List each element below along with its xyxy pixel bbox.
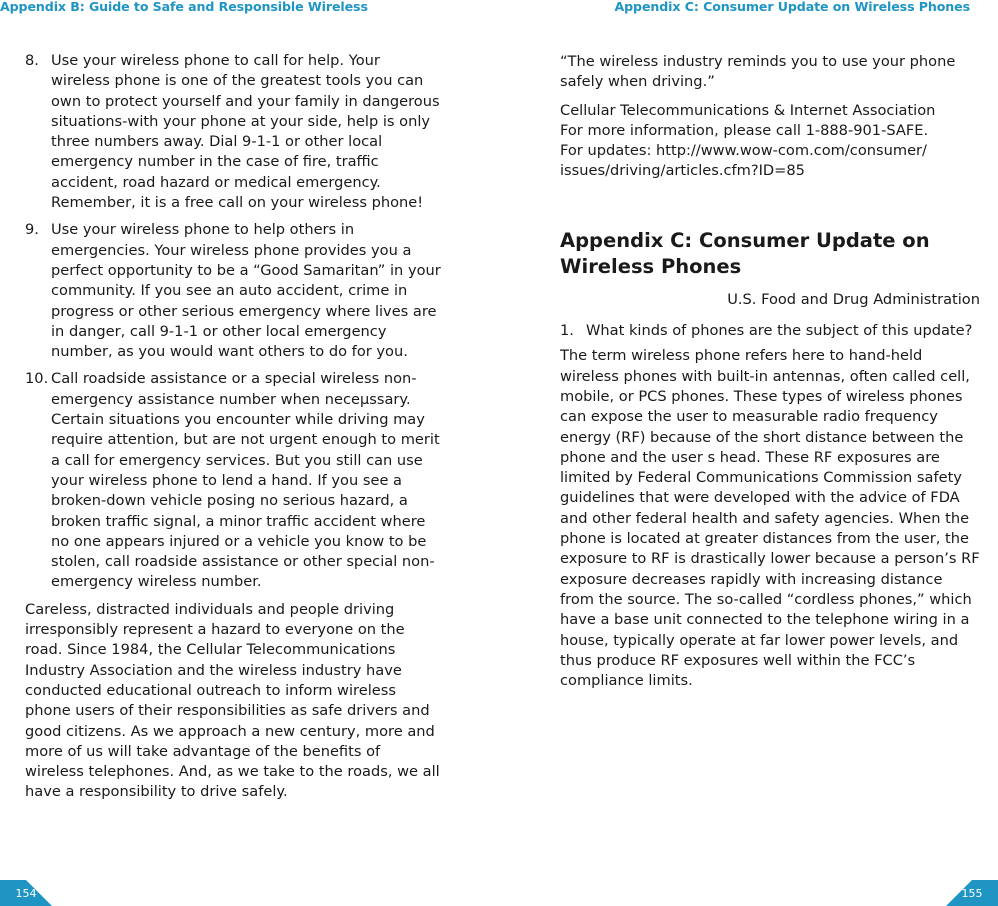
page-number-tab-right (946, 876, 998, 906)
info-line: For more information, please call 1-888-901-SAFE. (560, 121, 929, 139)
list-item (25, 220, 441, 362)
question-text: What kinds of phones are the subject of this update? (586, 322, 973, 340)
association-name: Cellular Telecommunications & Internet Association (560, 101, 936, 119)
list-number: 9. (25, 221, 39, 239)
list-number: 10. (25, 370, 49, 388)
closing-paragraph: Careless, distracted individuals and people driving irresponsibly represent a hazard to everyone on the road. Since 1984, the Cellular Telecommunications Industry Association and the wireless industry have conducted educational outreach to inform wireless phone users of their responsibilities as safe drivers and good citizens. As we approach a new century, more and more of us will take advantage of the benefits of wireless telephones. And, as we take to the roads, we all have a responsibility to drive safely. (25, 600, 440, 801)
right-column (560, 52, 980, 699)
list-text: Use your wireless phone to help others in emergencies. Your wireless phone provides you a perfect opportunity to be a “Good Samaritan” in your community. If you see an auto accident, crime in progress or other serious emergency where lives are in danger, call 9-1-1 or other local emergency number, as you would want others to do for you. (51, 221, 441, 361)
running-header-right: Appendix C: Consumer Update on Wireless Phones (614, 0, 970, 14)
page-number-tab-left (0, 876, 52, 906)
quote: “The wireless industry reminds you to use your phone safely when driving.” (560, 53, 956, 91)
list-text: Call roadside assistance or a special wireless non-emergency assistance number when neceμssary. Certain situations you encounter while driving may require attention, but are not urgent enough to merit a call for emergency services. But you still can use your wireless phone to lend a hand. If you see a broken-down vehicle posing no serious hazard, a broken traffic signal, a minor traffic accident where no one appears injured or a vehicle you know to be stolen, call roadside assistance or other special non-emergency wireless number. (51, 370, 440, 591)
right-page (499, 0, 998, 906)
question-number: 1. (560, 322, 574, 340)
left-column (25, 51, 441, 803)
answer-paragraph: The term wireless phone refers here to hand-held wireless phones with built-in antennas, often called cell, mobile, or PCS phones. These types of wireless phones can expose the user to measurable radio frequency energy (RF) because of the short distance between the phone and the user s head. These RF exposures are limited by Federal Communications Commission safety guidelines that were developed with the advice of FDA and other federal health and safety agencies. When the phone is located at greater distances from the user, the exposure to RF is drastically lower because a person’s RF exposure decreases rapidly with increasing distance from the source. The so-called “cordless phones,” which have a base unit connected to the telephone wiring in a house, typically operate at far lower power levels, and thus produce RF exposures well within the FCC’s compliance limits. (560, 347, 980, 690)
list-text: Use your wireless phone to call for help. Your wireless phone is one of the greatest tools you can own to protect yourself and your family in dangerous situations-with your phone at your side, help is only three numbers away. Dial 9-1-1 or other local emergency number in the case of fire, traffic accident, road hazard or medical emergency. Remember, it is a free call on your wireless phone! (51, 52, 440, 212)
list-item (25, 51, 441, 213)
page-number-left: 154 (15, 887, 37, 900)
updates-line: For updates: http://www.wow-com.com/consumer/ issues/driving/articles.cfm?ID=85 (560, 142, 927, 180)
list-number: 8. (25, 52, 39, 69)
question-item (560, 321, 980, 341)
list-item (25, 369, 441, 592)
running-header-left: Appendix B: Guide to Safe and Responsible Wireless (0, 0, 368, 14)
attribution: U.S. Food and Drug Administration (727, 290, 980, 308)
page-number-right: 155 (961, 887, 983, 900)
appendix-title: Appendix C: Consumer Update on Wireless Phones (560, 228, 930, 278)
